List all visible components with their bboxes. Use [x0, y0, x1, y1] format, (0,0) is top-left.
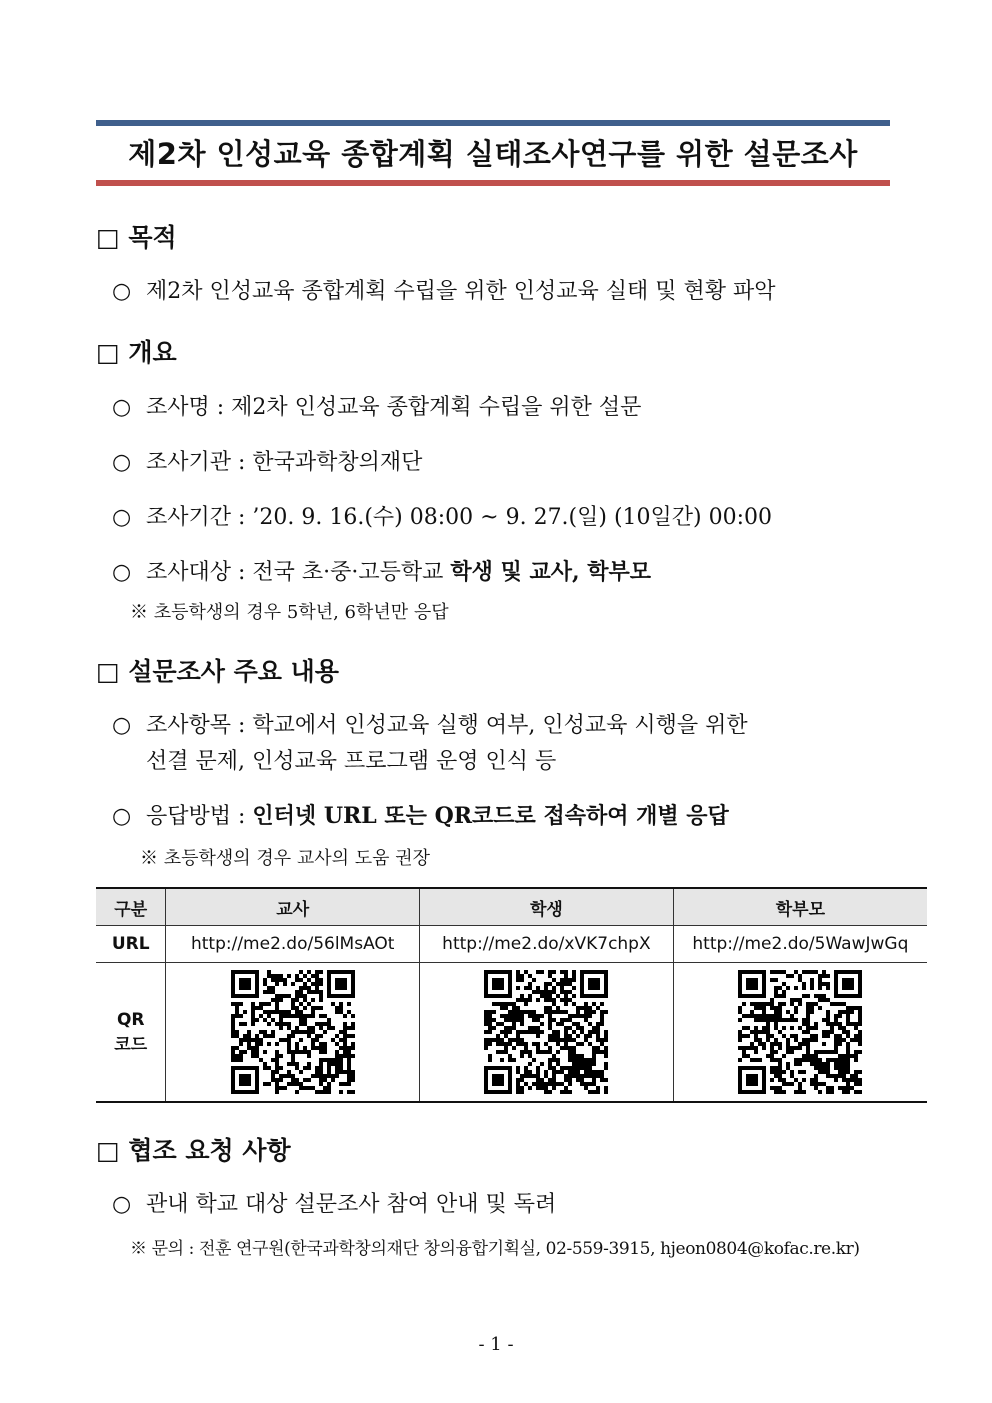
table-row-qr	[96, 963, 927, 1103]
qr-code-icon[interactable]	[484, 970, 608, 1094]
url-label: URL	[96, 926, 166, 963]
contact-note: ※ 문의 : 전훈 연구원(한국과학창의재단 창의융합기획실, 02-559-3915, hjeon0804@kofac.re.kr)	[130, 1239, 860, 1259]
teacher-url-link[interactable]: http://me2.do/56lMsAOt	[166, 926, 420, 963]
bullet-icon: ○	[112, 450, 132, 475]
title-bottom-bar	[96, 180, 890, 186]
overview-target-note: ※ 초등학생의 경우 5학년, 6학년만 응답	[130, 602, 449, 623]
title-top-bar	[96, 120, 890, 126]
bullet-icon: ○	[112, 505, 132, 530]
contents-method-note: ※ 초등학생의 경우 교사의 도움 권장	[140, 848, 431, 869]
bullet-icon: ○	[112, 395, 132, 420]
student-qr-cell	[420, 963, 674, 1103]
parent-qr-cell	[673, 963, 927, 1103]
bullet-icon: ○	[112, 804, 132, 829]
bullet-icon: ○	[112, 279, 132, 304]
contents-items-line1: ○ 조사항목 : 학교에서 인성교육 실행 여부, 인성교육 시행을 위한	[112, 713, 748, 738]
header-category: 구분	[96, 888, 166, 926]
title-block	[96, 120, 890, 186]
bullet-icon: ○	[112, 560, 132, 585]
request-item: ○ 관내 학교 대상 설문조사 참여 안내 및 독려	[112, 1192, 557, 1217]
qr-label: QR 코드	[96, 963, 166, 1103]
page-title: 제2차 인성교육 종합계획 실태조사연구를 위한 설문조사	[128, 137, 858, 171]
bullet-icon: ○	[112, 713, 132, 738]
qr-code-icon[interactable]	[738, 970, 862, 1094]
header-teacher: 교사	[166, 888, 420, 926]
qr-code-icon[interactable]	[231, 970, 355, 1094]
student-url-link[interactable]: http://me2.do/xVK7chpX	[420, 926, 674, 963]
section-heading-overview: □ 개요	[96, 338, 177, 367]
section-heading-purpose: □ 목적	[96, 223, 177, 252]
contents-method: ○ 응답방법 : 인터넷 URL 또는 QR코드로 접속하여 개별 응답	[112, 803, 729, 829]
parent-url-link[interactable]: http://me2.do/5WawJwGq	[673, 926, 927, 963]
overview-target: ○ 조사대상 : 전국 초·중·고등학교 학생 및 교사, 학부모	[112, 559, 652, 585]
section-heading-request: □ 협조 요청 사항	[96, 1136, 291, 1165]
purpose-item: ○ 제2차 인성교육 종합계획 수립을 위한 인성교육 실태 및 현황 파악	[112, 279, 776, 304]
section-heading-contents: □ 설문조사 주요 내용	[96, 657, 339, 686]
overview-survey-name: ○ 조사명 : 제2차 인성교육 종합계획 수립을 위한 설문	[112, 395, 642, 420]
contents-items-line2: 선결 문제, 인성교육 프로그램 운영 인식 등	[146, 749, 557, 774]
overview-period: ○ 조사기간 : ’20. 9. 16.(수) 08:00 ~ 9. 27.(일) (10일간) 00:00	[112, 505, 773, 530]
table-row-url	[96, 926, 927, 963]
header-student: 학생	[420, 888, 674, 926]
bullet-icon: ○	[112, 1192, 132, 1217]
overview-agency: ○ 조사기관 : 한국과학창의재단	[112, 450, 423, 475]
survey-link-table	[96, 887, 927, 1103]
table-header-row	[96, 888, 927, 926]
page-number: - 1 -	[478, 1334, 514, 1355]
teacher-qr-cell	[166, 963, 420, 1103]
header-parent: 학부모	[673, 888, 927, 926]
